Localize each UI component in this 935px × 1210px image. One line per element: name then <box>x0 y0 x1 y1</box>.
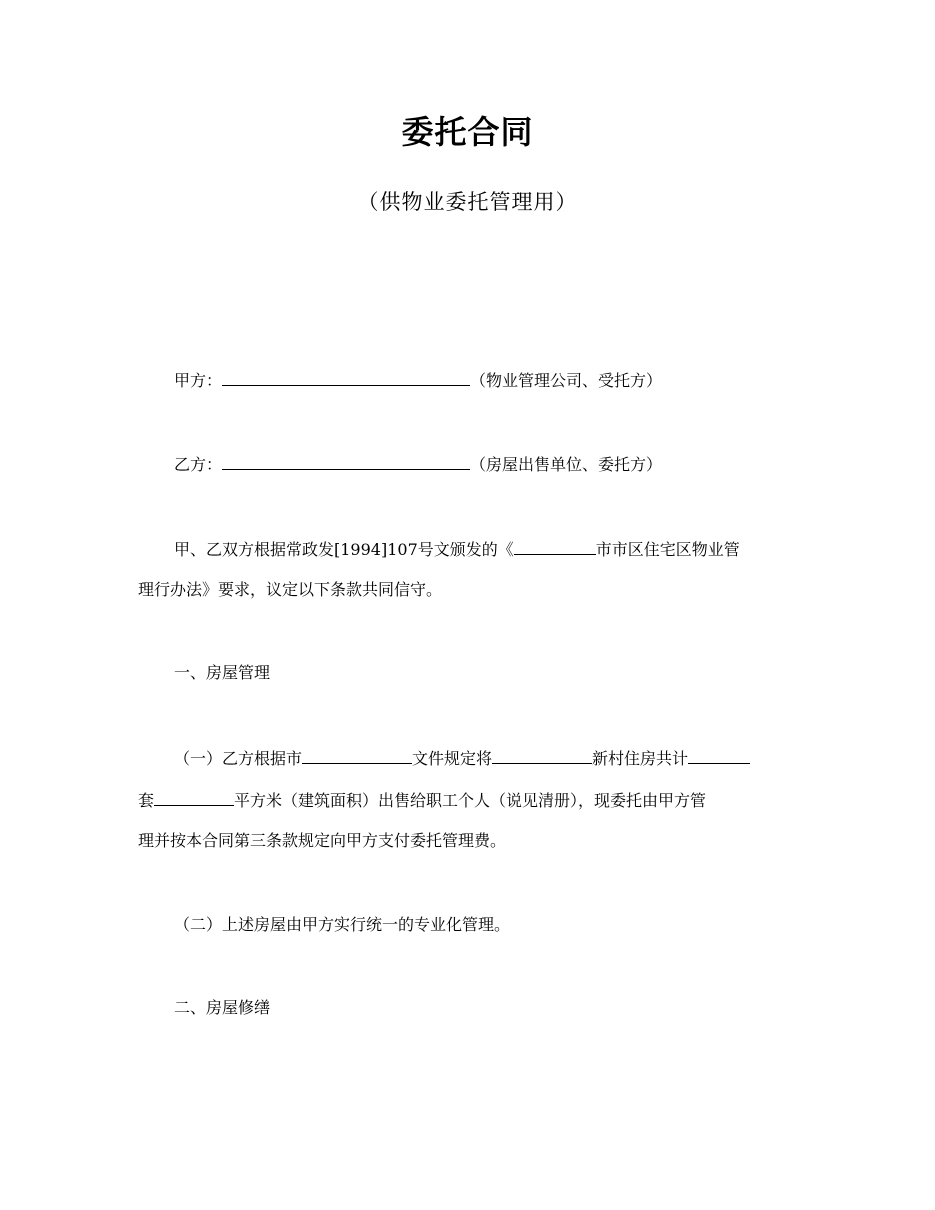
document-title: 委托合同 <box>401 113 534 151</box>
section-1-item-2: （二）上述房屋由甲方实行统一的专业化管理。 <box>174 915 511 934</box>
item-1-text-e: 平方米（建筑面积）出售给职工个人（说见清册），现委托由甲方管 <box>234 791 707 810</box>
item-1-area-blank <box>154 788 234 806</box>
party-a-label: 甲方： <box>174 371 223 390</box>
intro-city-blank <box>514 537 596 555</box>
party-b-note: （房屋出售单位、委托方） <box>470 455 663 474</box>
section-1-item-1-line-1 <box>174 746 803 771</box>
item-1-text-d: 套 <box>138 791 155 810</box>
item-1-village-blank <box>492 746 592 764</box>
document-subtitle: （供物业委托管理用） <box>357 190 578 214</box>
party-a-line <box>174 368 803 393</box>
section-1-heading: 一、房屋管理 <box>174 663 271 682</box>
item-1-text-c: 新村住房共计 <box>592 749 689 768</box>
intro-line-1 <box>174 537 803 562</box>
intro-line-2: 理行办法》要求，议定以下条款共同信守。 <box>138 580 443 599</box>
party-b-line <box>174 452 803 477</box>
party-b-label: 乙方： <box>174 455 223 474</box>
section-2-heading: 二、房屋修缮 <box>174 998 271 1017</box>
party-a-note: （物业管理公司、受托方） <box>470 371 663 390</box>
intro-text-1: 甲、乙双方根据常政发[1994]107号文颁发的《 <box>174 540 514 559</box>
intro-text-2: 市市区住宅区物业管 <box>595 540 740 559</box>
item-1-text-a: （一）乙方根据市 <box>174 749 303 768</box>
party-a-blank <box>222 368 470 386</box>
party-b-blank <box>222 452 470 470</box>
item-1-text-b: 文件规定将 <box>412 749 493 768</box>
section-1-item-1-line-2 <box>138 788 803 813</box>
item-1-file-blank <box>302 746 412 764</box>
item-1-count-blank <box>688 746 750 764</box>
section-1-item-1-line-3: 理并按本合同第三条款规定向甲方支付委托管理费。 <box>138 831 507 850</box>
